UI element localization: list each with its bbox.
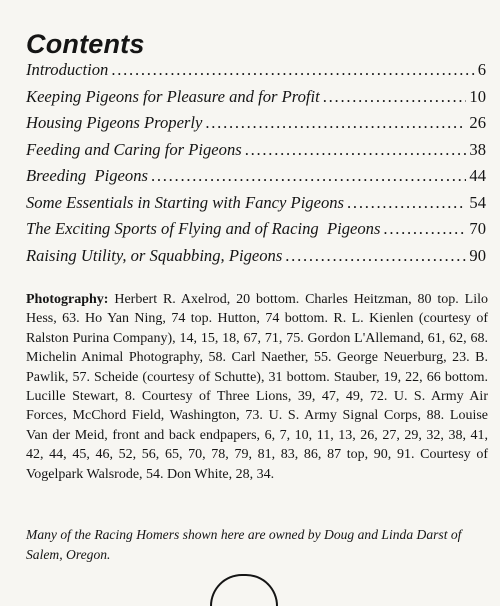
table-of-contents — [26, 60, 486, 272]
contents-heading: Contents — [26, 29, 145, 59]
toc-entry — [26, 246, 486, 273]
toc-entry-page: 70 — [469, 219, 486, 238]
toc-entry-page: 26 — [469, 113, 486, 132]
dot-leader — [347, 193, 466, 213]
photography-credits — [26, 290, 488, 484]
toc-entry-title: Some Essentials in Starting with Fancy Pigeons — [26, 192, 345, 212]
dot-leader — [111, 60, 474, 80]
dot-leader — [151, 166, 466, 186]
toc-entry-page: 38 — [469, 139, 486, 159]
toc-entry — [26, 87, 486, 114]
photography-credits-text: Herbert R. Axelrod, 20 bottom. Charles Heitzman, 80 top. Lilo Hess, 63. Ho Yan Ning, 74 top. Hutton, 74 bottom. R. L. Kienlen (courtesy of Ralston Purina Company), 14, 15, 18, 67, 71, 75. Gordon L'Allemand, 61, 62, 68. Michelin Animal Photography, 58. Carl Naether, 55. George Neuerburg, 23. B. Pawlik, 57. Scheide (courtesy of Schutte), 31 bottom. Stauber, 19, 22, 66 bottom. Lucille Stewart, 8. Courtesy of Three Lions, 39, 47, 49, 72. U. S. Army Air Forces, McChord Field, Washington, 73. U. S. Army Signal Corps, 88. Louise Van der Meid, front and back endpapers, 6, 7, 10, 11, 13, 26, 27, 29, 32, 38, 41, 42, 44, 45, 46, 52, 56, 65, 70, 78, 79, 81, 83, 86, 87 top, 90, 91. Courtesy of Vogelpark Walsrode, 54. Don White, 28, 34. — [26, 292, 489, 482]
toc-entry-title: Breeding Pigeons — [26, 166, 148, 185]
racing-homers-note: Many of the Racing Homers shown here are owned by Doug and Linda Darst of Salem, Oregon. — [26, 527, 462, 562]
toc-entry — [26, 60, 486, 87]
toc-entry-page: 54 — [469, 192, 486, 212]
toc-entry-title: Housing Pigeons Properly — [26, 113, 203, 132]
toc-entry — [26, 193, 486, 220]
dot-leader — [383, 219, 466, 239]
toc-entry-page: 10 — [469, 86, 486, 106]
toc-entry-page: 6 — [477, 60, 486, 79]
dot-leader — [285, 246, 466, 266]
toc-entry — [26, 140, 486, 167]
toc-entry-title: The Exciting Sports of Flying and of Racing Pigeons — [26, 219, 381, 238]
toc-entry-page: 90 — [469, 245, 486, 265]
dot-leader — [205, 113, 466, 133]
toc-entry — [26, 166, 486, 193]
toc-entry-page: 44 — [469, 166, 486, 185]
toc-entry — [26, 219, 486, 246]
page-number-ornament — [210, 574, 278, 606]
dot-leader — [245, 140, 467, 160]
toc-entry-title: Feeding and Caring for Pigeons — [26, 139, 242, 159]
photography-credits-label: Photography: — [26, 292, 109, 307]
toc-entry-title: Keeping Pigeons for Pleasure and for Profit — [26, 86, 320, 106]
toc-entry-title: Raising Utility, or Squabbing, Pigeons — [26, 245, 283, 265]
toc-entry — [26, 113, 486, 140]
dot-leader — [323, 87, 467, 107]
toc-entry-title: Introduction — [26, 60, 109, 79]
